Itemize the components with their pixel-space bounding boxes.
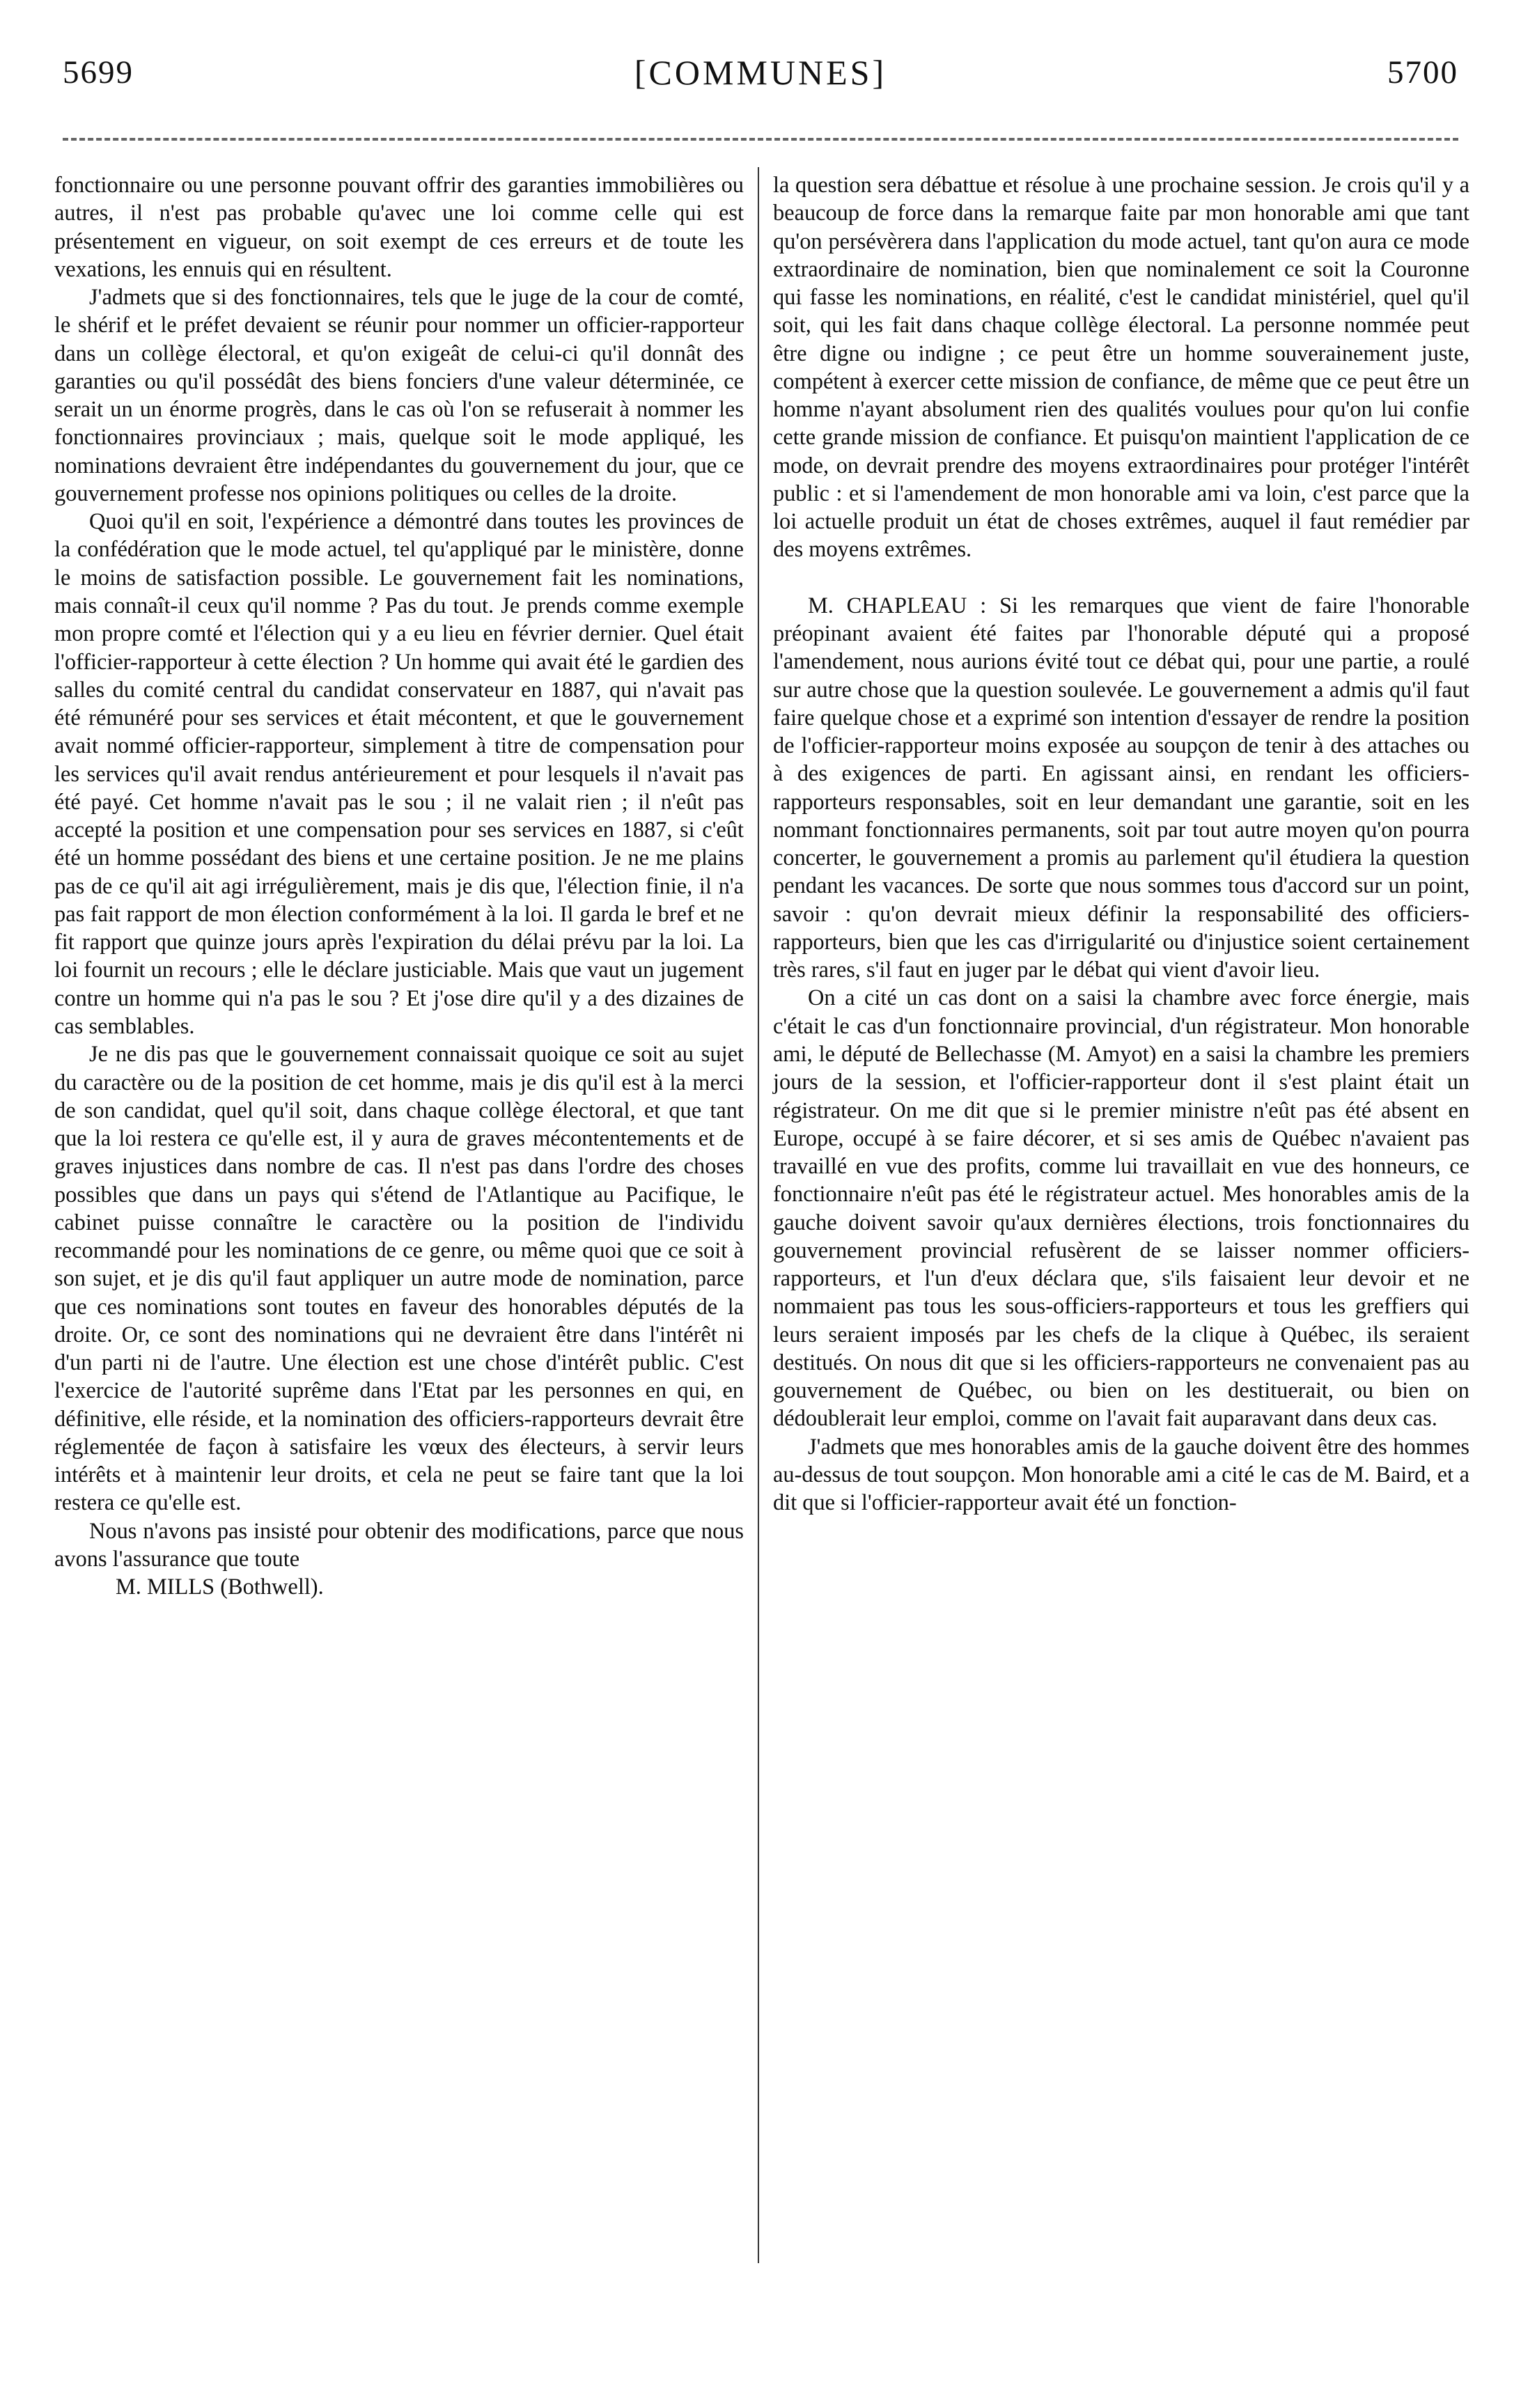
running-title: [COMMUNES] [634, 53, 887, 92]
paragraph: Je ne dis pas que le gouvernement connaissait quoique ce soit au sujet du caractère ou de la position de cet homme, mais je dis qu'il est à la merci de son candidat, quel qu'il soit, dans chaque collège électoral, et que tant que la loi restera ce qu'elle est, il y aura de graves mécontentements et de graves injustices dans nombre de cas. Il n'est pas dans l'ordre des choses possibles que dans un pays qui s'étend de l'Atlantique au Pacifique, le cabinet puisse connaître le caractère ou la position de l'individu recommandé pour les nominations de ce genre, ou même quoi que ce soit à son sujet, et je dis qu'il faut appliquer un autre mode de nomination, parce que ces nominations sont toutes en faveur des honorables députés de la droite. Or, ce sont des nominations qui ne devraient être dans l'intérêt ni d'un parti ni de l'autre. Une élection est une chose d'intérêt public. C'est l'exercice de l'autorité suprême dans l'Etat par les personnes en qui, en définitive, elle réside, et la nomination des officiers-rapporteurs devrait être réglementée de façon à satisfaire les vœux des électeurs, à servir leurs intérêts et à maintenir leur droits, et cela ne peut se faire tant que la loi restera ce qu'elle est. [54, 1042, 744, 1516]
paragraph: Quoi qu'il en soit, l'expérience a démontré dans toutes les provinces de la confédération que le mode actuel, tel qu'appliqué par le ministère, donne le moins de satisfaction possible. Le gouvernement fait les nominations, mais connaît-il ceux qu'il nomme ? Pas du tout. Je prends comme exemple mon propre comté et l'élection qui y a eu lieu en février dernier. Quel était l'officier-rapporteur à cette élection ? Un homme qui avait été le gardien des salles du comité central du candidat conservateur en 1887, qui n'avait pas été rémunéré pour ses services et était mécontent, et que le gouvernement avait nommé officier-rapporteur, simplement à titre de compensation pour les services qu'il avait rendus antérieurement et pour lesquels il n'avait pas été payé. Cet homme n'avait pas le sou ; il ne valait rien ; il n'eût pas accepté la position et une compensation pour ses services en 1887, si c'eût été un homme possédant des biens et une certaine position. Je ne me plains pas de ce qu'il ait agi irrégulièrement, mais je dis que, l'élection finie, il n'a pas fait rapport de mon élection conformément à la loi. Il garda le bref et ne fit rapport que quinze jours après l'expiration du délai prévu par la loi. La loi fournit un recours ; elle le déclare justiciable. Mais que vaut un jugement contre un homme qui n'a pas le sou ? Et j'ose dire qu'il y a des dizaines de cas semblables. [54, 509, 744, 1039]
paragraph: J'admets que mes honorables amis de la gauche doivent être des hommes au-dessus de tout soupçon. Mon honorable ami a cité le cas de M. Baird, et a dit que si l'officier-rapporteur avait été un fonction- [773, 1434, 1469, 1516]
paragraph: la question sera débattue et résolue à une prochaine session. Je crois qu'il y a beaucoup de force dans la remarque faite par mon honorable ami que tant qu'on persévèrera dans l'application du mode actuel, tant qu'on aura ce mode extraordinaire de nomination, bien que nominalement ce soit la Couronne qui fasse les nominations, en réalité, c'est le candidat ministériel, quel qu'il soit, qui les fait dans chaque collège électoral. La personne nommée peut être digne ou indigne ; ce peut être un homme souverainement juste, compétent à exercer cette mission de confiance, de même que ce peut être un homme n'ayant absolument rien des qualités voulues pour qu'on lui confie cette grande mission de confiance. Et puisqu'on maintient l'application de ce mode, on devrait prendre des moyens extraordinaires pour protéger l'intérêt public : et si l'amendement de mon honorable ami va loin, c'est parce que la loi actuelle produit un état de choses extrêmes, auquel il faut remédier par des moyens extrêmes. [773, 173, 1469, 563]
left-column [54, 171, 744, 1602]
paragraph: J'admets que si des fonctionnaires, tels que le juge de la cour de comté, le shérif et le préfet devaient se réunir pour nommer un officier-rapporteur dans un collège électoral, et qu'on exigeât de celui-ci qu'il donnât des garanties ou qu'il possédât des biens fonciers d'une valeur déterminée, ce serait un un énorme progrès, dans le cas où l'on se refuserait à nommer les fonctionnaires provinciaux ; mais, quelque soit le mode appliqué, les nominations devraient être indépendantes du gouvernement du jour, que ce gouvernement professe nos opinions politiques ou celles de la droite. [54, 285, 744, 506]
paragraph: M. CHAPLEAU : Si les remarques que vient de faire l'honorable préopinant avaient été faites par l'honorable député qui a proposé l'amendement, nous aurions évité tout ce débat qui, pour une partie, a roulé sur autre chose que la question soulevée. Le gouvernement a admis qu'il faut faire quelque chose et a exprimé son intention d'essayer de rendre la position de l'officier-rapporteur moins exposée au soupçon de tenir à des attaches ou à des exigences de parti. En agissant ainsi, en rendant les officiers-rapporteurs responsables, soit en leur demandant une garantie, soit en les nommant fonctionnaires permanents, soit par tout autre moyen qu'on pourra concerter, le gouvernement a promis au parlement qu'il étudiera la question pendant les vacances. De sorte que nous sommes tous d'accord sur un point, savoir : qu'on devrait mieux définir la responsabilité des officiers-rapporteurs, bien que les cas d'irrigularité ou d'injustice soient certainement très rares, s'il faut en juger par le débat qui vient d'avoir lieu. [773, 593, 1469, 983]
right-column [773, 171, 1469, 1517]
page-header [63, 45, 1458, 100]
paragraph: On a cité un cas dont on a saisi la chambre avec force énergie, mais c'était le cas d'un fonctionnaire provincial, d'un régistrateur. Mon honorable ami, le député de Bellechasse (M. Amyot) en a saisi la chambre les premiers jours de la session, et l'officier-rapporteur dont il s'est plaint était un régistrateur. On me dit que si le premier ministre n'eût pas été absent en Europe, occupé à se faire décorer, et si ses amis de Québec n'avaient pas travaillé en vue des profits, comme lui travaillait en vue des honneurs, ce fonctionnaire n'eût pas été le régistrateur actuel. Mes honorables amis de la gauche doivent savoir qu'aux dernières élections, trois fonctionnaires du gouvernement provincial refusèrent de se laisser nommer officiers-rapporteurs, et l'un d'eux déclara que, s'ils faisaient leur devoir et ne nommaient pas tous les sous-officiers-rapporteurs et tous les greffiers qui leurs seraient imposés par les chefs de la clique à Québec, ils seraient destitués. On nous dit que si les officiers-rapporteurs ne convenaient pas au gouvernement de Québec, ou bien on les destituerait, ou bien on dédoublerait leur emploi, comme on l'avait fait auparavant dans deux cas. [773, 985, 1469, 1432]
paragraph: Nous n'avons pas insisté pour obtenir des modifications, parce que nous avons l'assurance que toute [54, 1518, 744, 1572]
right-page-number: 5700 [1387, 54, 1458, 91]
speaker-signature: M. MILLS (Bothwell). [116, 1574, 324, 1600]
left-page-number: 5699 [63, 54, 134, 91]
paragraph: fonctionnaire ou une personne pouvant offrir des garanties immobilières ou autres, il n'est pas probable qu'avec une loi comme celle qui est présentement en vigueur, on soit exempt de ces erreurs et de toute les vexations, les ennuis qui en résultent. [54, 173, 744, 282]
header-rule [63, 138, 1458, 141]
column-divider [758, 167, 759, 2263]
